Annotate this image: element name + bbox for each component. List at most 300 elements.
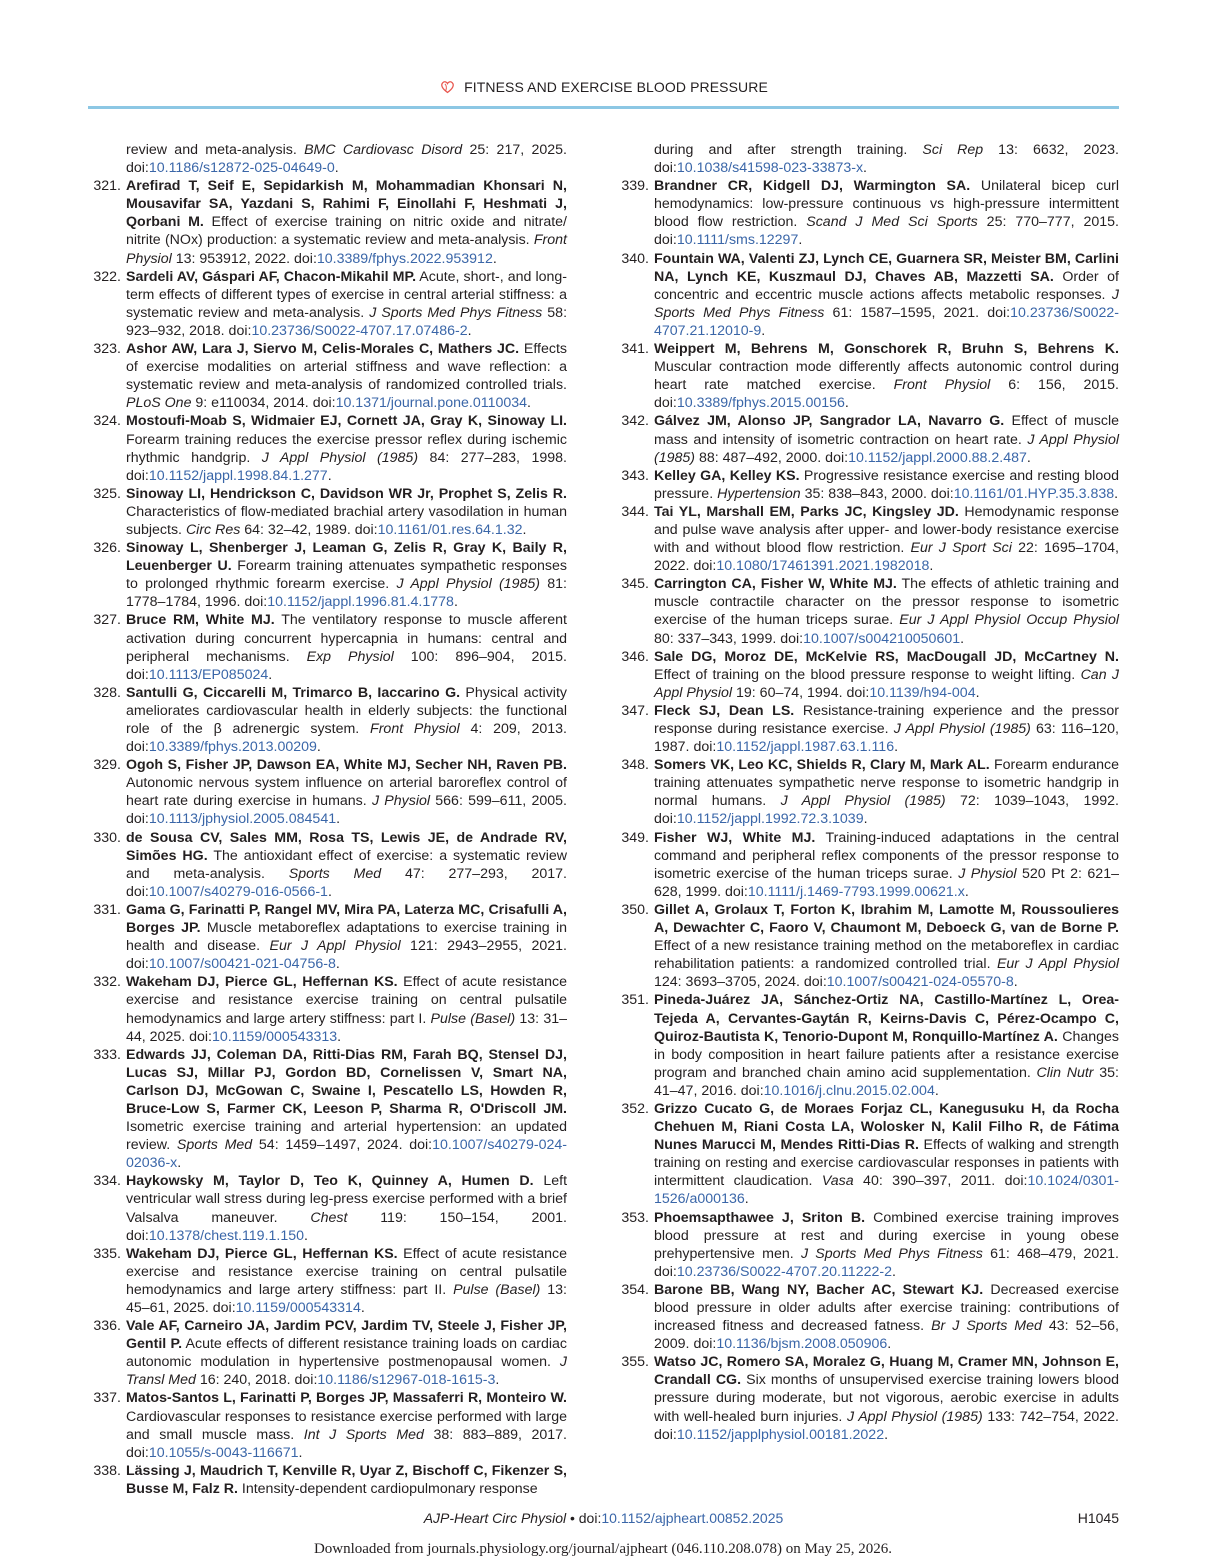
reference-number: 347. xyxy=(621,702,649,719)
reference-authors: Wakeham DJ, Pierce GL, Heffernan KS. xyxy=(126,1245,398,1262)
reference-title: Effects of walking and strength training on resting and exercise cardiovascular responses in patients with intermittent claudication. xyxy=(654,1137,1120,1190)
reference-number: 333. xyxy=(93,1046,121,1063)
footer-citation xyxy=(88,1510,1119,1526)
reference-journal: Can J Appl Physiol xyxy=(654,666,1119,701)
reference-number: 329. xyxy=(93,757,121,774)
reference-journal: Exp Physiol xyxy=(306,648,394,665)
reference-doi-link[interactable]: 10.1136/bjsm.2008.050906 xyxy=(716,1336,888,1353)
reference-number: 327. xyxy=(93,612,121,629)
reference-citation: 25: 217, 2025. doi: xyxy=(126,142,567,177)
reference-journal: J Appl Physiol (1985) xyxy=(846,1408,983,1425)
reference-doi-link[interactable]: 10.23736/S0022-4707.20.11222-2 xyxy=(676,1263,892,1280)
reference-end: . xyxy=(761,322,766,339)
reference-title: Autonomic nervous system influence on arterial baroreflex control of heart rate during exercise in humans. xyxy=(126,775,567,810)
reference-end: . xyxy=(934,1082,939,1099)
reference-number: 338. xyxy=(93,1462,121,1479)
reference-end: . xyxy=(453,594,458,611)
reference-citation: 35: 41–47, 2016. doi: xyxy=(654,1064,1119,1099)
reference-journal: Vasa xyxy=(821,1173,854,1190)
reference-authors: Sinoway LI, Hendrickson C, Davidson WR Jr, Prophet S, Zelis R. xyxy=(126,485,567,502)
reference-title: Training-induced adaptations in the central command and peripheral reflex components of the pressor response to isometric exercise of the human triceps surae. xyxy=(654,829,1119,882)
reference-authors: Gálvez JM, Alonso JP, Sangrador LA, Navarro G. xyxy=(654,413,1005,430)
reference-end: . xyxy=(1026,449,1031,466)
reference-number: 348. xyxy=(621,757,649,774)
reference-end: . xyxy=(467,322,472,339)
reference-number: 354. xyxy=(621,1281,649,1298)
reference-title: Effects of exercise modalities on arterial stiffness and wave reflection: a systematic review and meta-analysis of randomized controlled trials. xyxy=(126,341,567,394)
reference-item xyxy=(89,1172,567,1244)
reference-journal: BMC Cardiovasc Disord xyxy=(304,142,463,158)
reference-end: . xyxy=(327,467,332,484)
reference-doi-link[interactable]: 10.1378/chest.119.1.150 xyxy=(148,1227,305,1244)
reference-citation: 61: 468–479, 2021. doi: xyxy=(654,1245,1120,1280)
reference-journal: Eur J Appl Physiol Occup Physiol xyxy=(899,612,1119,629)
running-header xyxy=(88,78,1119,109)
reference-citation: 22: 1695–1704, 2022. doi: xyxy=(654,540,1119,575)
reference-item xyxy=(89,973,567,1045)
reference-doi-link[interactable]: 10.1007/s40279-024-02036-x xyxy=(126,1137,568,1172)
reference-item xyxy=(89,340,567,412)
reference-item xyxy=(89,412,567,484)
reference-citation: 25: 770–777, 2015. doi: xyxy=(654,214,1119,249)
reference-authors: Grizzo Cucato G, de Moraes Forjaz CL, Kanegusuku H, da Rocha Chehuen M, Riani Costa LA, Wolosker N, Kalil Filho R, de Fátima Nunes Marucci M, Mendes Ritti-Dias R. xyxy=(654,1100,1119,1154)
reference-doi-link[interactable]: 10.1080/17461391.2021.1982018 xyxy=(716,558,930,575)
reference-journal: J Sports Med Phys Fitness xyxy=(800,1245,983,1262)
reference-item xyxy=(617,340,1119,412)
reference-authors: Carrington CA, Fisher W, White MJ. xyxy=(654,576,897,593)
reference-citation: 133: 742–754, 2022. doi: xyxy=(654,1408,1119,1443)
reference-journal: Hypertension xyxy=(717,485,801,502)
reference-journal: J Appl Physiol (1985) xyxy=(654,431,1119,466)
reference-doi-link[interactable]: 10.1152/jappl.1992.72.3.1039 xyxy=(676,811,864,828)
reference-title: Acute effects of different resistance training loads on cardiac autonomic modulation in hypertensive postmenopausal women. xyxy=(126,1336,567,1371)
reference-item xyxy=(617,1100,1119,1209)
reference-journal: Br J Sports Med xyxy=(931,1318,1042,1335)
reference-title: Effect of muscle mass and intensity of isometric contraction on heart rate. xyxy=(654,413,1119,448)
reference-citation: 80: 337–343, 1999. doi: xyxy=(654,630,804,647)
reference-doi-link[interactable]: 10.1152/jappl.1996.81.4.1778 xyxy=(267,594,454,611)
reference-citation: 124: 3693–3705, 2024. doi: xyxy=(654,974,827,991)
reference-doi-link[interactable]: 10.1152/jappl.1987.63.1.116 xyxy=(716,739,895,756)
reference-item xyxy=(89,177,567,267)
reference-journal: J Appl Physiol (1985) xyxy=(396,576,540,593)
reference-title: Forearm endurance training attenuates sympathetic nerve response to isometric handgrip in normal humans. xyxy=(654,757,1119,810)
reference-item xyxy=(89,611,567,683)
reference-authors: Edwards JJ, Coleman DA, Ritti-Dias RM, Farah BQ, Stensel DJ, Lucas SJ, Millar PJ, Gordon BD, Cornelissen V, Smart NA, Carlson DJ, McGowan C, Swaine I, Pescatello LS, Howden R, Bruce-Low S, Farmer CK, Leeson P, Sharma R, O'Driscoll JM. xyxy=(126,1046,567,1117)
reference-item xyxy=(89,901,567,973)
reference-doi-link[interactable]: 10.1007/s004210050601 xyxy=(803,630,961,647)
reference-doi-link[interactable]: 10.23736/S0022-4707.17.07486-2 xyxy=(251,322,468,339)
reference-journal: Int J Sports Med xyxy=(303,1426,424,1443)
reference-authors: Santulli G, Ciccarelli M, Trimarco B, Iaccarino G. xyxy=(126,684,461,701)
reference-journal: Eur J Appl Physiol xyxy=(996,956,1119,973)
reference-authors: Tai YL, Marshall EM, Parks JC, Kingsley JD. xyxy=(654,503,959,520)
footer-separator: • doi: xyxy=(566,1510,602,1526)
reference-end: . xyxy=(863,160,867,177)
reference-authors: Ogoh S, Fisher JP, Dawson EA, White MJ, Secher NH, Raven PB. xyxy=(126,757,567,774)
reference-journal: Front Physiol xyxy=(126,232,567,267)
reference-number: 335. xyxy=(93,1245,121,1262)
reference-title: Characteristics of flow-mediated brachial artery vasodilation in human subjects. xyxy=(126,503,567,538)
reference-journal: J Appl Physiol (1985) xyxy=(261,449,419,466)
reference-authors: Arefirad T, Seif E, Sepidarkish M, Mohammadian Khonsari N, Mousavifar SA, Yazdani S, Rahimi F, Einollahi F, Heshmati J, Qorbani M. xyxy=(126,178,567,231)
reference-end: . xyxy=(327,883,332,900)
reference-doi-link[interactable]: 10.1007/s40279-016-0566-1 xyxy=(148,883,328,900)
reference-authors: Sinoway L, Shenberger J, Leaman G, Zelis R, Gray K, Baily R, Leuenberger U. xyxy=(126,540,567,575)
reference-title: Forearm training attenuates sympathetic responses to prolonged rhythmic forearm exercise. xyxy=(126,558,567,593)
reference-end: . xyxy=(335,956,340,973)
reference-number: 337. xyxy=(93,1390,121,1407)
reference-doi-link[interactable]: 10.1161/01.HYP.35.3.838 xyxy=(953,485,1115,502)
reference-number: 351. xyxy=(621,992,649,1009)
reference-title: The effects of athletic training and muscle contractile character on the pressor response to isometric exercise of the human triceps surae. xyxy=(654,576,1119,629)
reference-authors: Gillet A, Grolaux T, Forton K, Ibrahim M, Lamotte M, Roussoulieres A, Dewachter C, Faoro V, Chaumont M, Deboeck G, van de Borne P. xyxy=(654,901,1119,937)
reference-authors: Ashor AW, Lara J, Siervo M, Celis-Morales C, Mathers JC. xyxy=(126,341,520,358)
reference-journal: J Physiol xyxy=(958,865,1017,882)
reference-title: Combined exercise training improves blood pressure at rest and during exercise in young obese prehypertensive men. xyxy=(654,1209,1119,1262)
reference-item xyxy=(617,901,1119,991)
reference-citation: 121: 2943–2955, 2021. doi: xyxy=(126,938,568,973)
reference-authors: Barone BB, Wang NY, Bacher AC, Stewart KJ. xyxy=(654,1281,984,1298)
reference-item xyxy=(617,1281,1119,1353)
reference-title: Effect of training on the blood pressure response to weight lifting. xyxy=(654,666,1081,683)
reference-item xyxy=(89,756,567,828)
reference-item xyxy=(89,829,567,901)
reference-doi-link[interactable]: 10.3389/fphys.2022.953912 xyxy=(316,250,493,267)
reference-doi-link[interactable]: 10.1007/s00421-021-04756-8 xyxy=(148,956,336,973)
reference-end: . xyxy=(360,1300,365,1316)
reference-authors: Somers VK, Leo KC, Shields R, Clary M, Mark AL. xyxy=(654,757,990,774)
heart-logo-icon xyxy=(439,78,456,95)
reference-journal: Clin Nutr xyxy=(1036,1064,1094,1081)
reference-citation: 6: 156, 2015. doi: xyxy=(654,377,1119,412)
reference-number: 324. xyxy=(93,413,121,430)
reference-end: . xyxy=(316,739,321,756)
reference-item xyxy=(617,829,1119,901)
reference-item xyxy=(617,575,1119,647)
reference-doi-link[interactable]: 10.3389/fphys.2015.00156 xyxy=(676,395,845,412)
reference-citation: 100: 896–904, 2015. doi: xyxy=(126,648,567,683)
reference-item xyxy=(617,177,1119,249)
reference-authors: Watso JC, Romero SA, Moralez G, Huang M, Cramer MN, Johnson E, Crandall CG. xyxy=(654,1354,1119,1389)
reference-end: . xyxy=(337,1028,342,1045)
reference-title: Six months of unsupervised exercise training lowers blood pressure during moderate, but not vigorous, aerobic exercise in adults with well-healed burn injuries. xyxy=(654,1372,1119,1425)
reference-authors: Sale DG, Moroz DE, McKelvie RS, MacDougall JD, McCartney N. xyxy=(654,648,1119,665)
reference-citation: 13: 31–44, 2025. doi: xyxy=(126,1010,568,1045)
reference-authors: Weippert M, Behrens M, Gonschorek R, Bruhn S, Behrens K. xyxy=(654,341,1119,358)
reference-citation: 38: 883–889, 2017. doi: xyxy=(126,1426,567,1461)
reference-doi-link[interactable]: 10.1139/h94-004 xyxy=(869,684,976,701)
reference-citation: 119: 150–154, 2001. doi: xyxy=(126,1209,568,1244)
reference-authors: Fountain WA, Valenti ZJ, Lynch CE, Guarnera SR, Meister BM, Carlini NA, Lynch KE, Kuszmaul DJ, Chaves AB, Mazzetti SA. xyxy=(654,250,1119,285)
reference-authors: de Sousa CV, Sales MM, Rosa TS, Lewis JE, de Andrade RV, Simões HG. xyxy=(126,829,567,864)
reference-item xyxy=(617,702,1119,756)
reference-journal: Circ Res xyxy=(185,521,241,538)
reference-title: Order of concentric and eccentric muscle actions affects metabolic responses. xyxy=(654,268,1119,303)
reference-citation: 47: 277–293, 2017. doi: xyxy=(126,865,567,900)
reference-title: Effect of a new resistance training method on the metaboreflex in cardiac rehabilitation patients: a randomized controlled trial. xyxy=(654,938,1119,973)
reference-journal: Sci Rep xyxy=(922,142,984,158)
reference-doi-link[interactable]: 10.1111/j.1469-7793.1999.00621.x xyxy=(747,883,965,900)
reference-item xyxy=(89,684,567,756)
reference-item xyxy=(89,268,567,340)
reference-journal: Chest xyxy=(310,1209,348,1226)
reference-journal: J Transl Med xyxy=(126,1354,567,1389)
reference-end: . xyxy=(1114,485,1119,502)
reference-doi-link[interactable]: 10.1055/s-0043-116671 xyxy=(148,1444,299,1461)
reference-column-left xyxy=(89,141,567,1498)
reference-end: . xyxy=(268,666,273,683)
reference-journal: Front Physiol xyxy=(370,721,460,737)
reference-doi-link[interactable]: 10.1186/s12967-018-1615-3 xyxy=(317,1372,496,1389)
reference-title: Left ventricular wall stress during leg-press exercise performed with a brief Valsalva maneuver. xyxy=(126,1173,568,1226)
reference-title: Muscular contraction mode differently affects autonomic control during heart rate matched exercise. xyxy=(654,359,1119,394)
reference-journal: J Physiol xyxy=(371,793,431,810)
reference-authors: Kelley GA, Kelley KS. xyxy=(654,467,800,484)
reference-item xyxy=(89,1245,567,1317)
reference-item xyxy=(617,412,1119,466)
reference-end: . xyxy=(894,739,899,756)
reference-number: 340. xyxy=(621,250,649,267)
reference-authors: Pineda-Juárez JA, Sánchez-Ortiz NA, Castillo-Martínez L, Orea-Tejeda A, Cervantes-Gaytán R, Keirns-Davis C, Pérez-Ocampo C, Quiroz-Bautista K, Tenorio-Dupont M, Ronquillo-Martínez A. xyxy=(654,992,1119,1045)
reference-doi-link[interactable]: 10.23736/S0022-4707.21.12010-9 xyxy=(654,304,1119,339)
reference-journal: Scand J Med Sci Sports xyxy=(806,214,978,231)
reference-number: 322. xyxy=(93,268,121,285)
reference-title: Intensity-dependent cardiopulmonary response xyxy=(237,1480,538,1497)
reference-end: . xyxy=(975,684,980,701)
header-title: FITNESS AND EXERCISE BLOOD PRESSURE xyxy=(464,78,768,95)
reference-number: 342. xyxy=(621,413,649,430)
reference-end: . xyxy=(744,1191,749,1208)
reference-doi-link[interactable]: 10.1111/sms.12297 xyxy=(676,232,799,249)
reference-doi-link[interactable]: 10.1159/000543313 xyxy=(211,1028,338,1045)
reference-item xyxy=(617,141,1119,177)
reference-item xyxy=(617,648,1119,702)
reference-number: 343. xyxy=(621,467,649,484)
reference-number: 334. xyxy=(93,1173,121,1190)
reference-citation: 566: 599–611, 2005. doi: xyxy=(126,793,567,828)
reference-citation: 58: 923–932, 2018. doi: xyxy=(126,304,568,339)
reference-number: 349. xyxy=(621,829,649,846)
reference-doi-link[interactable]: 10.1038/s41598-023-33873-x xyxy=(676,160,864,177)
reference-citation: 40: 390–397, 2011. doi: xyxy=(853,1173,1028,1190)
reference-number: 331. xyxy=(93,901,121,918)
reference-column-right xyxy=(617,141,1119,1444)
reference-citation: 13: 6632, 2023. doi: xyxy=(654,142,1119,177)
reference-number: 323. xyxy=(93,341,121,358)
reference-item xyxy=(89,1389,567,1461)
reference-title: Changes in body composition in heart failure patients after a resistance exercise program and branched chain amino acid supplementation. xyxy=(654,1028,1119,1081)
reference-item xyxy=(617,756,1119,828)
reference-authors: Fleck SJ, Dean LS. xyxy=(654,702,795,719)
reference-citation: 43: 52–56, 2009. doi: xyxy=(654,1318,1119,1353)
reference-doi-link[interactable]: 10.1152/jappl.1998.84.1.277 xyxy=(148,467,328,484)
reference-number: 330. xyxy=(93,829,121,846)
reference-end: . xyxy=(887,1336,892,1353)
reference-number: 350. xyxy=(621,901,649,918)
reference-authors: Wakeham DJ, Pierce GL, Heffernan KS. xyxy=(126,974,398,991)
reference-end: . xyxy=(304,1227,308,1244)
reference-end: . xyxy=(298,1444,303,1461)
reference-end: . xyxy=(492,250,497,267)
reference-item xyxy=(89,485,567,539)
reference-citation: 63: 116–120, 1987. doi: xyxy=(654,721,1119,756)
reference-doi-link[interactable]: 10.1113/jphysiol.2005.084541 xyxy=(148,811,337,828)
reference-number: 336. xyxy=(93,1318,121,1335)
reference-citation: 84: 277–283, 1998. doi: xyxy=(126,449,567,484)
reference-citation: 9: e110034, 2014. doi: xyxy=(191,395,336,412)
reference-end: . xyxy=(929,558,934,575)
reference-end: . xyxy=(527,395,531,412)
reference-citation: 72: 1039–1043, 1992. doi: xyxy=(654,793,1119,828)
footer-doi-link[interactable]: 10.1152/ajpheart.00852.2025 xyxy=(601,1510,784,1526)
reference-authors: Matos-Santos L, Farinatti P, Borges JP, Massaferri R, Monteiro W. xyxy=(126,1390,567,1407)
reference-journal: J Appl Physiol (1985) xyxy=(780,793,946,810)
running-header-content xyxy=(439,78,768,95)
reference-citation: 81: 1778–1784, 1996. doi: xyxy=(126,576,567,611)
download-note: Downloaded from journals.physiology.org/journal/ajpheart (046.110.208.078) on May 25, 2026. xyxy=(313,1541,893,1557)
reference-title: The ventilatory response to muscle afferent activation during concurrent hypercapnia in humans: central and peripheral mechanisms. xyxy=(126,612,568,665)
reference-journal: Pulse (Basel) xyxy=(453,1281,541,1298)
reference-authors: Gama G, Farinatti P, Rangel MV, Mira PA, Laterza MC, Crisafulli A, Borges JP. xyxy=(126,901,567,937)
reference-title: Physical activity ameliorates cardiovascular health in elderly subjects: the functional role of the β adrenergic system. xyxy=(126,684,567,737)
reference-title: Effect of acute resistance exercise and resistance exercise training on central pulsatile hemodynamics and large artery stiffness: part II. xyxy=(126,1245,567,1298)
reference-authors: Phoemsapthawee J, Sriton B. xyxy=(654,1209,866,1226)
reference-journal: PLoS One xyxy=(126,395,192,412)
reference-journal: Eur J Appl Physiol xyxy=(269,938,401,955)
reference-item xyxy=(617,991,1119,1100)
reference-citation: 520 Pt 2: 621–628, 1999. doi: xyxy=(654,865,1119,900)
reference-number: 339. xyxy=(621,178,649,195)
reference-number: 341. xyxy=(621,341,649,358)
reference-authors: Mostoufi-Moab S, Widmaier EJ, Cornett JA, Gray K, Sinoway LI. xyxy=(126,413,567,430)
reference-doi-link[interactable]: 10.1161/01.res.64.1.32 xyxy=(377,521,523,538)
reference-number: 352. xyxy=(621,1100,649,1117)
reference-title: Hemodynamic response and pulse wave analysis after upper- and lower-body resistance exercise with and without blood flow restriction. xyxy=(654,503,1119,557)
reference-doi-link[interactable]: 10.1016/j.clnu.2015.02.004 xyxy=(763,1082,935,1099)
reference-authors: Sardeli AV, Gáspari AF, Chacon-Mikahil MP. xyxy=(126,268,417,285)
reference-end: . xyxy=(863,811,868,828)
reference-title: Unilateral bicep curl hemodynamics: low-pressure continuous vs high-pressure intermittent blood flow restriction. xyxy=(654,178,1119,231)
reference-citation: 16: 240, 2018. doi: xyxy=(195,1372,318,1389)
reference-title: Effect of exercise training on nitric oxide and nitrate/ nitrite (NOx) production: a systematic review and meta-analysis. xyxy=(126,214,567,249)
reference-citation: 61: 1587–1595, 2021. doi: xyxy=(824,304,1011,321)
reference-item xyxy=(617,250,1119,340)
reference-number: 345. xyxy=(621,576,649,593)
reference-title: Resistance-training experience and the pressor response during resistance exercise. xyxy=(654,702,1119,737)
reference-journal: Sports Med xyxy=(288,865,382,882)
reference-doi-link[interactable]: 10.1024/0301-1526/a000136 xyxy=(654,1173,1119,1208)
reference-item xyxy=(617,503,1119,575)
reference-item xyxy=(89,1046,567,1173)
reference-title: Isometric exercise training and arterial hypertension: an updated review. xyxy=(126,1119,567,1154)
reference-doi-link[interactable]: 10.1159/000543314 xyxy=(235,1300,361,1316)
reference-item xyxy=(89,141,567,177)
reference-end: . xyxy=(891,1263,896,1280)
reference-journal: J Sports Med Phys Fitness xyxy=(369,304,543,321)
reference-number: 328. xyxy=(93,684,121,701)
reference-authors: Haykowsky M, Taylor D, Teo K, Quinney A, Humen D. xyxy=(126,1173,534,1190)
page-number: H1045 xyxy=(1077,1510,1119,1526)
reference-doi-link[interactable]: 10.1007/s00421-024-05570-8 xyxy=(826,974,1014,991)
reference-number: 332. xyxy=(93,974,121,991)
reference-end: . xyxy=(960,630,965,647)
reference-item xyxy=(89,1317,567,1389)
reference-item xyxy=(617,1209,1119,1281)
reference-title: during and after strength training. xyxy=(654,142,923,158)
reference-title: The antioxidant effect of exercise: a systematic review and meta-analysis. xyxy=(126,847,567,882)
reference-doi-link[interactable]: 10.1152/japplphysiol.00181.2022 xyxy=(676,1426,885,1443)
reference-number: 326. xyxy=(93,540,121,557)
reference-end: . xyxy=(964,883,969,900)
footer-journal: AJP-Heart Circ Physiol xyxy=(423,1510,567,1526)
reference-journal: Front Physiol xyxy=(893,377,991,394)
reference-journal: Pulse (Basel) xyxy=(430,1010,516,1027)
reference-number: 344. xyxy=(621,503,649,520)
reference-doi-link[interactable]: 10.3389/fphys.2013.00209 xyxy=(148,739,317,756)
reference-title: Progressive resistance exercise and resting blood pressure. xyxy=(654,467,1119,502)
reference-number: 321. xyxy=(93,178,121,195)
reference-journal: Sports Med xyxy=(176,1137,253,1154)
reference-citation: 13: 953912, 2022. doi: xyxy=(171,250,317,267)
reference-title: Muscle metaboreflex adaptations to exercise training in health and disease. xyxy=(126,920,567,955)
reference-number: 325. xyxy=(93,485,121,502)
reference-end: . xyxy=(495,1372,500,1389)
reference-citation: 54: 1459–1497, 2024. doi: xyxy=(252,1137,433,1154)
reference-title: Forearm training reduces the exercise pressor reflex during ischemic rhythmic handgrip. xyxy=(126,431,567,466)
reference-end: . xyxy=(1013,974,1018,991)
reference-journal: Eur J Sport Sci xyxy=(910,540,1012,557)
reference-journal: J Sports Med Phys Fitness xyxy=(654,286,1119,321)
reference-doi-link[interactable]: 10.1152/jappl.2000.88.2.487 xyxy=(848,449,1027,466)
reference-citation: 4: 209, 2013. doi: xyxy=(126,721,567,756)
reference-citation: 88: 487–492, 2000. doi: xyxy=(695,449,849,466)
reference-doi-link[interactable]: 10.1371/journal.pone.0110034 xyxy=(335,395,528,412)
reference-doi-link[interactable]: 10.1113/EP085024 xyxy=(148,666,269,683)
reference-number: 355. xyxy=(621,1354,649,1371)
reference-authors: Vale AF, Carneiro JA, Jardim PCV, Jardim TV, Steele J, Fisher JP, Gentil P. xyxy=(126,1318,567,1353)
reference-end: . xyxy=(884,1426,889,1443)
reference-citation: 19: 60–74, 1994. doi: xyxy=(732,684,870,701)
reference-authors: Bruce RM, White MJ. xyxy=(126,612,275,629)
reference-item xyxy=(617,1353,1119,1443)
reference-number: 353. xyxy=(621,1209,649,1226)
reference-title: review and meta-analysis. xyxy=(126,142,305,158)
reference-end: . xyxy=(336,811,341,828)
reference-journal: J Appl Physiol (1985) xyxy=(893,721,1031,737)
reference-citation: 13: 45–61, 2025. doi: xyxy=(126,1281,567,1316)
reference-authors: Fisher WJ, White MJ. xyxy=(654,829,816,846)
reference-doi-link[interactable]: 10.1186/s12872-025-04649-0 xyxy=(148,160,335,177)
reference-number: 346. xyxy=(621,648,649,665)
reference-title: Acute, short-, and long-term effects of different types of exercise in central arterial stiffness: a systematic review and meta-analysis. xyxy=(126,268,567,321)
reference-title: Decreased exercise blood pressure in older adults after exercise training: contributions of increased fitness and decreased fatness. xyxy=(654,1281,1119,1335)
reference-title: Cardiovascular responses to resistance exercise performed with large and small muscle mass. xyxy=(126,1408,567,1443)
reference-end: . xyxy=(844,395,849,412)
reference-end: . xyxy=(177,1155,182,1172)
reference-end: . xyxy=(798,232,803,249)
reference-item xyxy=(89,539,567,611)
reference-citation: 64: 32–42, 1989. doi: xyxy=(240,521,378,538)
reference-citation: 35: 838–843, 2000. doi: xyxy=(800,485,954,502)
reference-authors: Lässing J, Maudrich T, Kenville R, Uyar Z, Bischoff C, Fikenzer S, Busse M, Falz R. xyxy=(126,1462,567,1497)
reference-end: . xyxy=(522,521,527,538)
reference-authors: Brandner CR, Kidgell DJ, Warmington SA. xyxy=(654,178,971,195)
reference-item xyxy=(617,467,1119,503)
reference-item xyxy=(89,1462,567,1498)
reference-end: . xyxy=(334,160,339,177)
reference-title: Effect of acute resistance exercise and resistance exercise training on central pulsatile hemodynamics and large artery stiffness: part I. xyxy=(126,974,567,1027)
